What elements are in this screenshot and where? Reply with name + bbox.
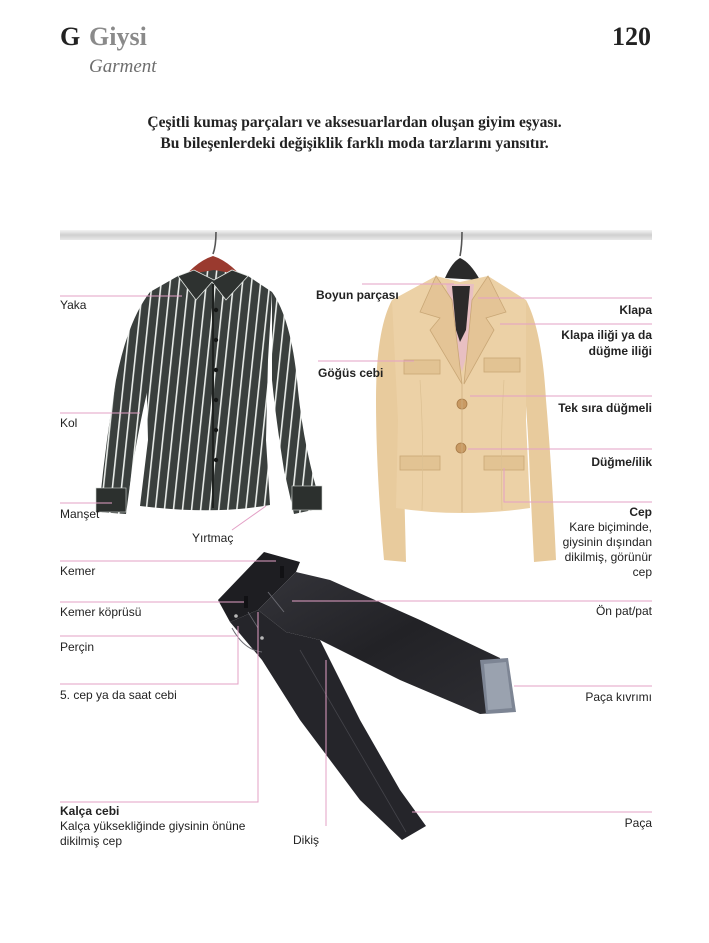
label-saat-cebi: 5. cep ya da saat cebi <box>60 688 177 702</box>
label-dikis: Dikiş <box>293 833 319 847</box>
label-cep-desc-1: Kare biçiminde, <box>569 520 652 534</box>
intro-line-2: Bu bileşenlerdeki değişiklik farklı moda tarzlarını yansıtır. <box>160 135 549 152</box>
label-boyun-parcasi: Boyun parçası <box>316 288 399 302</box>
label-percin: Perçin <box>60 640 95 654</box>
label-yaka: Yaka <box>60 298 87 312</box>
page-subtitle: Garment <box>89 56 157 77</box>
label-kalca-cebi-title: Kalça cebi <box>60 804 120 818</box>
label-on-pat: Ön pat/pat <box>595 604 652 618</box>
label-cep-desc-2: giysinin dışından <box>562 535 652 549</box>
section-letter: G <box>60 22 81 51</box>
label-paca: Paça <box>624 816 652 830</box>
label-yirtmac: Yırtmaç <box>192 531 234 545</box>
label-dugme-ilik: Düğme/ilik <box>591 455 652 469</box>
intro-line-1: Çeşitli kumaş parçaları ve aksesuarlardan oluşan giyim eşyası. <box>147 114 562 131</box>
label-kalca-cebi-desc-2: dikilmiş cep <box>60 834 123 848</box>
label-gogus-cebi: Göğüs cebi <box>318 366 384 380</box>
leader-saat-cebi <box>60 626 238 684</box>
label-kemer-koprusu: Kemer köprüsü <box>60 605 142 619</box>
page-number: 120 <box>612 22 651 51</box>
label-cep-desc-4: cep <box>632 565 652 579</box>
label-klapa: Klapa <box>619 303 652 317</box>
label-kemer: Kemer <box>60 564 96 578</box>
label-kol: Kol <box>60 416 78 430</box>
label-cep-title: Cep <box>629 505 652 519</box>
clothes-rail <box>60 230 652 240</box>
leader-yirtmac <box>232 506 266 530</box>
label-cep-desc-3: dikilmiş, görünür <box>564 550 652 564</box>
shirt-figure <box>96 270 322 514</box>
label-paca-kivrimi: Paça kıvrımı <box>585 690 652 704</box>
label-klapa-iligi-2: düğme iliği <box>588 344 652 358</box>
label-klapa-iligi-1: Klapa iliği ya da <box>561 328 652 342</box>
jeans-figure <box>218 552 516 840</box>
jacket-figure <box>376 276 556 562</box>
label-tek-sira-dugmeli: Tek sıra düğmeli <box>558 401 652 415</box>
label-kalca-cebi-desc-1: Kalça yüksekliğinde giysinin önüne <box>60 819 246 833</box>
label-manset: Manşet <box>60 507 100 521</box>
page-title: Giysi <box>89 22 147 51</box>
